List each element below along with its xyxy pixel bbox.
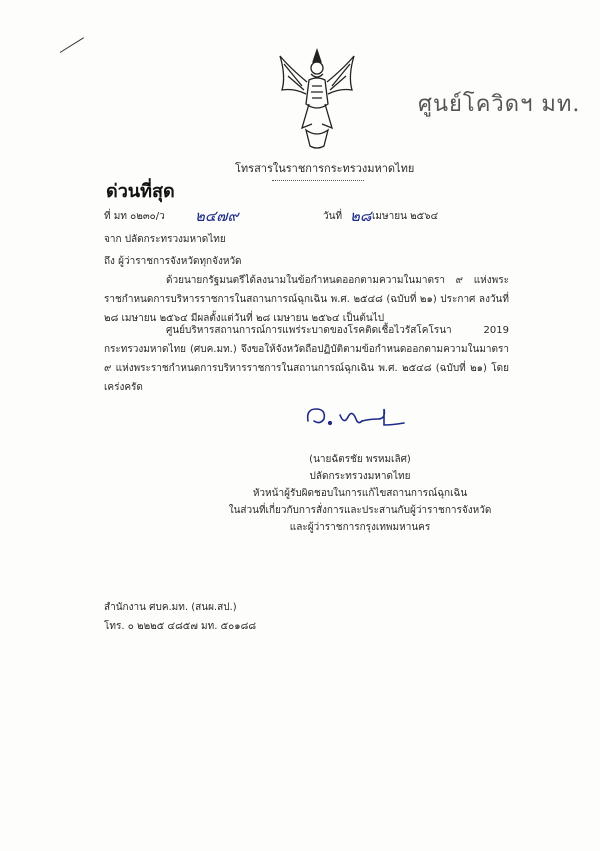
header-dotted-line	[272, 180, 364, 181]
garuda-emblem-icon	[276, 46, 358, 152]
body-paragraph-1: ด้วยนายกรัฐมนตรีได้ลงนามในข้อกำหนดออกตามความในมาตรา ๙ แห่งพระราชกำหนดการบริหารราชการในสถานการณ์ฉุกเฉิน พ.ศ. ๒๕๔๘ (ฉบับที่ ๒๑) ประกาศ ลงวันที่ ๒๘ เมษายน ๒๕๖๔ มีผลตั้งแต่วันที่ ๒๘ เมษายน ๒๕๖๔ เป็นต้นไป	[104, 275, 509, 324]
signatory-role-3: และผู้ว่าราชการกรุงเทพมหานคร	[289, 522, 431, 533]
signatory-position: ปลัดกระทรวงมหาดไทย	[309, 471, 411, 482]
body-paragraph-2: ศูนย์บริหารสถานการณ์การแพร่ระบาดของโรคติดเชื้อไวรัสโคโรนา 2019 กระทรวงมหาดไทย (ศบค.มท.) จึงขอให้จังหวัดถือปฏิบัติตามข้อกำหนดออกตามความในมาตรา ๙ แห่งพระราชกำหนดการบริหารราชการในสถานการณ์ฉุกเฉิน พ.ศ. ๒๕๔๘ (ฉบับที่ ๒๑) โดยเคร่งครัด	[104, 325, 509, 393]
date-day: ๒๘	[350, 207, 372, 225]
contact-phone: โทร. ๐ ๒๒๒๕ ๔๘๕๗ มท. ๕๐๑๘๘	[104, 621, 257, 632]
signatory-role-2: ในส่วนที่เกี่ยวกับการสั่งการและประสานกับผู้ว่าราชการจังหวัด	[228, 505, 492, 516]
urgency-label: ด่วนที่สุด	[106, 181, 175, 202]
date-label: วันที่	[323, 211, 343, 222]
document-header: โทรสารในราชการกระทรวงมหาดไทย	[235, 162, 415, 175]
date-month-year: เมษายน ๒๕๖๔	[372, 211, 439, 222]
reference-label: ที่ มท ๐๒๓๐/ว	[104, 211, 165, 222]
to-line: ถึง ผู้ว่าราชการจังหวัดทุกจังหวัด	[104, 256, 242, 267]
from-line: จาก ปลัดกระทรวงมหาดไทย	[104, 234, 226, 245]
reference-number: ๒๔๗๙	[195, 207, 239, 225]
stray-pen-mark	[60, 37, 84, 53]
issuing-office: สำนักงาน ศบค.มท. (สนผ.สป.)	[104, 602, 237, 613]
handwritten-signature	[300, 395, 410, 435]
received-stamp: ศูนย์โควิดฯ มท.	[418, 92, 581, 117]
signatory-name: (นายฉัตรชัย พรหมเลิศ)	[309, 454, 411, 465]
signature-block	[210, 451, 510, 536]
signatory-role-1: หัวหน้าผู้รับผิดชอบในการแก้ไขสถานการณ์ฉุกเฉิน	[252, 488, 468, 499]
